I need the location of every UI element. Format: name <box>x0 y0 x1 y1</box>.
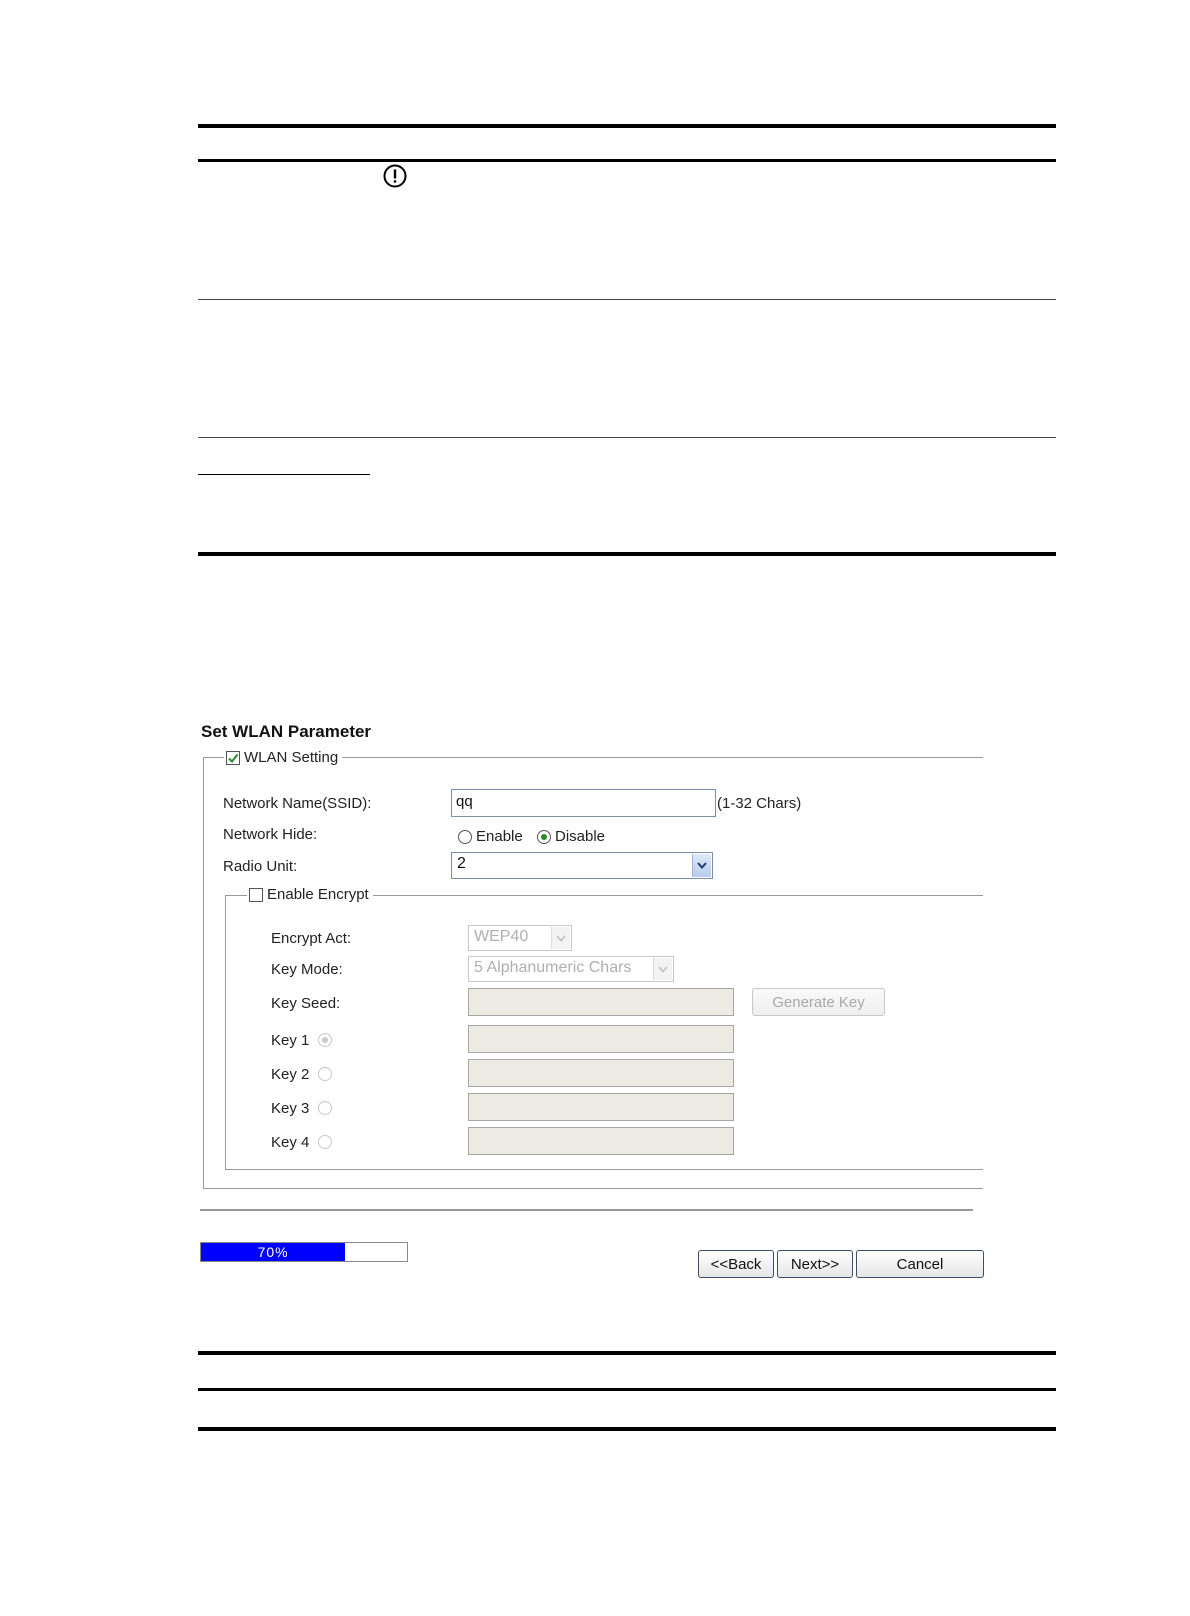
key-1-label: Key 1 <box>271 1032 310 1049</box>
table-row-rule-1 <box>198 299 1056 300</box>
network-hide-label: Network Hide: <box>223 826 318 843</box>
enable-encrypt-checkbox[interactable] <box>249 888 263 902</box>
key-2-input[interactable] <box>468 1059 734 1087</box>
enable-encrypt-label: Enable Encrypt <box>267 886 369 903</box>
radio-unit-label: Radio Unit: <box>223 858 298 875</box>
key-4-label: Key 4 <box>271 1134 310 1151</box>
key-seed-label: Key Seed: <box>271 995 341 1012</box>
chevron-down-icon[interactable] <box>653 958 672 980</box>
network-hide-disable-option[interactable] <box>537 828 605 845</box>
key-mode-value: 5 Alphanumeric Chars <box>474 959 632 976</box>
ssid-input[interactable] <box>451 789 716 817</box>
footer-divider <box>200 1209 973 1211</box>
encrypt-act-label: Encrypt Act: <box>271 930 352 947</box>
ssid-value: qq <box>456 793 473 810</box>
table2-bottom-rule <box>198 1427 1056 1431</box>
network-hide-enable-label: Enable <box>476 828 523 845</box>
checkmark-icon <box>227 752 239 764</box>
next-button[interactable]: Next>> <box>777 1250 853 1278</box>
network-hide-disable-radio[interactable] <box>537 830 551 844</box>
progress-text: 70% <box>257 1244 289 1260</box>
key-2-radio[interactable] <box>318 1067 332 1081</box>
wlan-setting-legend <box>224 749 342 766</box>
key-seed-input[interactable] <box>468 988 734 1016</box>
network-hide-enable-radio[interactable] <box>458 830 472 844</box>
notice-icon <box>383 164 407 188</box>
chevron-down-icon[interactable] <box>551 927 570 949</box>
progress-bar <box>200 1242 408 1262</box>
panel-title: Set WLAN Parameter <box>201 722 372 741</box>
key-2-label: Key 2 <box>271 1066 310 1083</box>
generate-key-button[interactable]: Generate Key <box>752 988 885 1016</box>
wlan-setting-label: WLAN Setting <box>244 749 339 766</box>
key-3-radio[interactable] <box>318 1101 332 1115</box>
network-hide-enable-option[interactable] <box>458 828 523 845</box>
cancel-button[interactable]: Cancel <box>856 1250 984 1278</box>
key-mode-select[interactable] <box>468 956 674 982</box>
radio-unit-value: 2 <box>457 855 466 872</box>
network-hide-disable-label: Disable <box>555 828 606 845</box>
key-4-radio[interactable] <box>318 1135 332 1149</box>
ssid-label: Network Name(SSID): <box>223 795 372 812</box>
table-row-rule-2 <box>198 437 1056 438</box>
table-bottom-rule <box>198 552 1056 556</box>
key-3-label: Key 3 <box>271 1100 310 1117</box>
table2-header-rule <box>198 1388 1056 1391</box>
radio-unit-select[interactable] <box>451 852 713 879</box>
back-button[interactable]: <<Back <box>698 1250 774 1278</box>
wlan-setting-checkbox[interactable] <box>226 751 240 765</box>
table-top-rule <box>198 124 1056 128</box>
key-mode-label: Key Mode: <box>271 961 343 978</box>
key-1-input[interactable] <box>468 1025 734 1053</box>
encrypt-legend <box>247 886 373 903</box>
table2-top-rule <box>198 1351 1056 1355</box>
key-1-radio[interactable] <box>318 1033 332 1047</box>
encrypt-act-select[interactable] <box>468 925 572 951</box>
key-4-input[interactable] <box>468 1127 734 1155</box>
chevron-down-icon[interactable] <box>692 854 711 877</box>
table-header-rule <box>198 159 1056 162</box>
footnote-rule <box>198 474 370 475</box>
key-3-input[interactable] <box>468 1093 734 1121</box>
encrypt-act-value: WEP40 <box>474 928 529 945</box>
ssid-hint: (1-32 Chars) <box>717 795 802 812</box>
